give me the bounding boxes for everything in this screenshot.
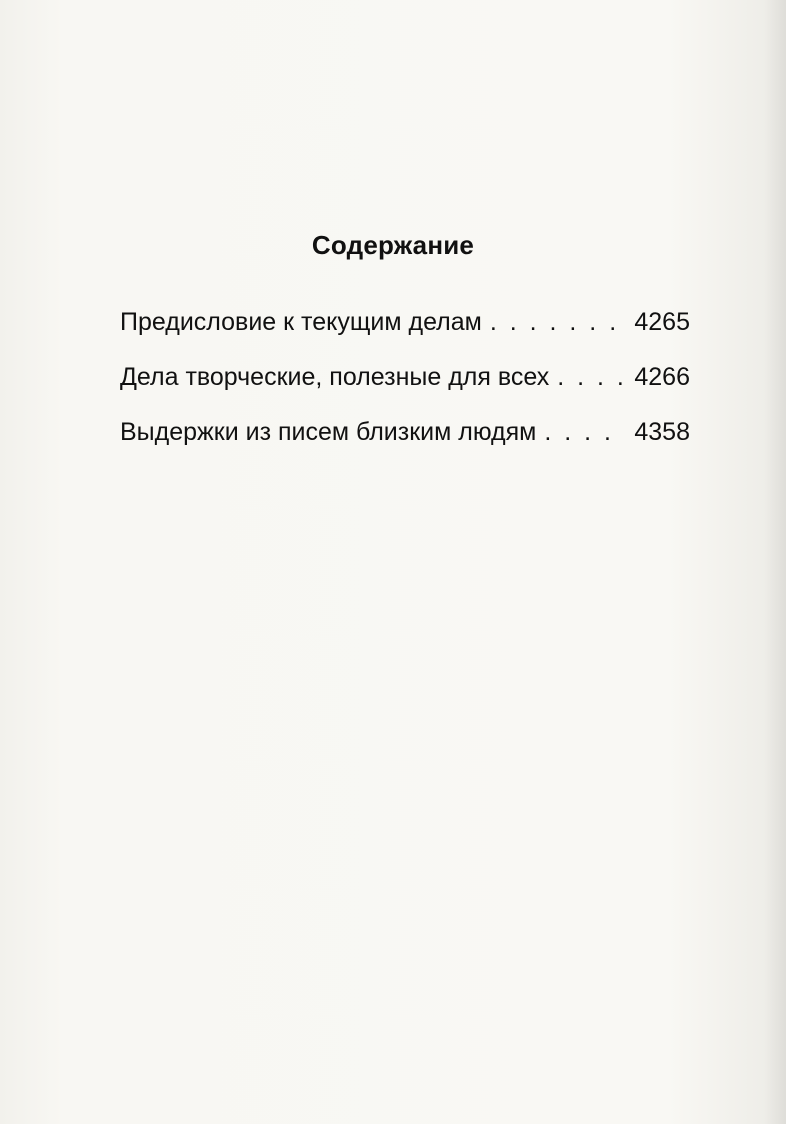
toc-entry-page: 4266 (634, 363, 690, 391)
toc-entry-page: 4265 (634, 308, 690, 336)
toc-leader-dots (490, 308, 622, 337)
contents-heading: Содержание (311, 230, 475, 260)
toc-leader-dots (544, 418, 622, 447)
table-of-contents (120, 308, 690, 473)
toc-entry-title: Дела творческие, полезные для всех (120, 363, 550, 391)
page-edge-shadow (764, 0, 786, 1124)
toc-entry[interactable] (120, 308, 690, 363)
toc-entry-page: 4358 (634, 418, 690, 446)
toc-leader-dots (557, 363, 622, 392)
toc-entry-title: Предисловие к текущим делам (120, 308, 482, 336)
toc-entry-title: Выдержки из писем близким людям (120, 418, 537, 446)
toc-entry[interactable] (120, 418, 690, 473)
toc-entry[interactable] (120, 363, 690, 418)
reverse-side-bleed-through (76, 74, 740, 102)
